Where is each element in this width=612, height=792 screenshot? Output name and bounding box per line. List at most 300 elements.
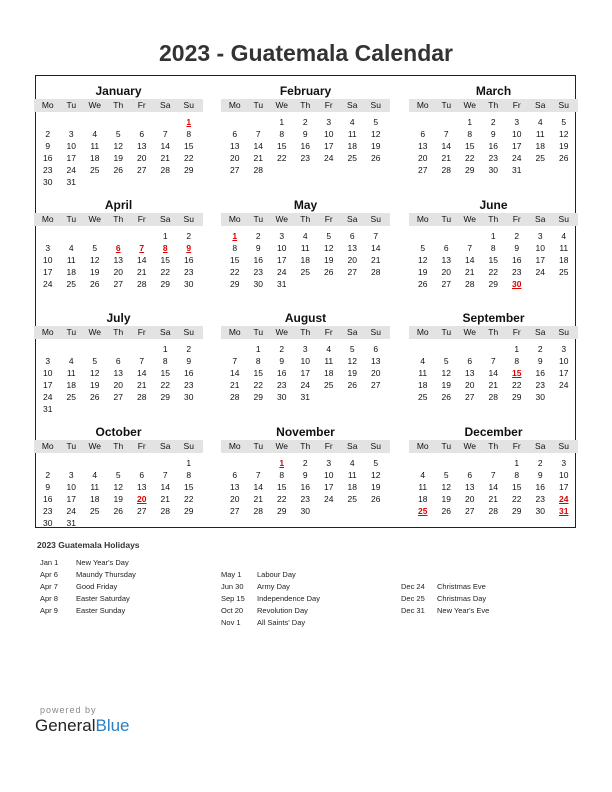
day: 14 — [371, 242, 381, 253]
weekday-label: Th — [113, 213, 124, 224]
day: 5 — [373, 117, 379, 127]
holiday-column — [40, 557, 136, 617]
holiday-day: 7 — [139, 242, 145, 253]
day: 13 — [441, 254, 451, 265]
day: 26 — [559, 153, 569, 163]
weekday-label: Mo — [41, 327, 54, 337]
day: 29 — [230, 278, 240, 289]
day: 16 — [43, 493, 53, 504]
day: 21 — [441, 153, 451, 163]
weekday-label: We — [463, 440, 477, 451]
day: 13 — [230, 141, 240, 151]
weekday-label: Fr — [137, 327, 146, 337]
day: 30 — [535, 505, 545, 516]
day: 4 — [326, 344, 332, 354]
weekday-label: We — [88, 440, 102, 451]
day: 17 — [66, 153, 76, 163]
day: 1 — [279, 117, 285, 127]
day: 13 — [465, 481, 475, 492]
day: 1 — [186, 457, 192, 468]
day: 29 — [277, 505, 287, 516]
day: 26 — [90, 278, 100, 289]
day: 16 — [184, 368, 194, 378]
day: 9 — [537, 469, 543, 480]
day: 13 — [418, 141, 428, 151]
holiday-date: May 1 — [221, 570, 242, 579]
day: 17 — [43, 266, 53, 277]
month-september — [411, 303, 576, 416]
holiday-name: New Year's Eve — [437, 606, 490, 615]
day: 1 — [162, 230, 168, 241]
day: 18 — [90, 153, 100, 163]
day: 20 — [230, 153, 240, 163]
weekday-label: Tu — [441, 327, 452, 337]
weekday-label: Fr — [324, 100, 333, 110]
day: 27 — [113, 392, 123, 402]
day: 2 — [186, 230, 192, 241]
day: 3 — [561, 344, 567, 354]
day: 10 — [66, 481, 76, 492]
day: 11 — [324, 356, 334, 366]
holidays-title: 2023 Guatemala Holidays — [37, 540, 140, 550]
day: 24 — [43, 278, 53, 289]
holiday-day: 8 — [162, 242, 168, 253]
month-october — [36, 417, 201, 530]
day: 17 — [559, 368, 569, 378]
day: 2 — [490, 117, 496, 127]
day: 5 — [326, 230, 332, 241]
day: 21 — [137, 380, 147, 390]
weekday-label: Su — [558, 327, 569, 337]
holiday-day: 30 — [512, 278, 522, 289]
day: 7 — [255, 469, 261, 480]
day: 3 — [326, 117, 332, 127]
weekday-label: Sa — [160, 327, 171, 337]
holiday-date: Oct 20 — [221, 606, 244, 615]
month-name: July — [106, 311, 131, 325]
day: 7 — [139, 356, 145, 366]
day: 19 — [113, 153, 123, 163]
weekday-label: Su — [183, 440, 194, 451]
day: 2 — [302, 117, 308, 127]
day: 4 — [420, 356, 426, 366]
day: 12 — [113, 141, 123, 151]
holiday-name: Labour Day — [257, 570, 296, 579]
weekday-label: We — [463, 327, 477, 337]
day: 10 — [324, 469, 334, 480]
day: 16 — [488, 141, 498, 151]
day: 10 — [43, 368, 53, 378]
day: 21 — [253, 153, 263, 163]
day: 27 — [230, 505, 240, 516]
day: 14 — [160, 481, 170, 492]
weekday-label: We — [275, 440, 289, 451]
day: 27 — [137, 505, 147, 516]
day: 28 — [488, 505, 498, 516]
day: 12 — [371, 129, 381, 139]
day: 1 — [467, 117, 473, 127]
month-april — [36, 190, 201, 303]
day: 17 — [277, 254, 287, 265]
day: 5 — [443, 469, 449, 480]
weekday-label: Sa — [347, 327, 358, 337]
holiday-date: Dec 24 — [401, 582, 425, 591]
day: 6 — [232, 129, 238, 139]
weekday-label: Mo — [228, 100, 241, 110]
day: 17 — [300, 368, 310, 378]
day: 6 — [115, 356, 121, 366]
weekday-label: We — [275, 327, 289, 337]
day: 6 — [420, 129, 426, 139]
day: 18 — [324, 368, 334, 378]
day: 2 — [302, 457, 308, 468]
weekday-label: Tu — [441, 440, 452, 451]
day: 20 — [441, 266, 451, 277]
weekday-label: Tu — [66, 440, 77, 451]
day: 19 — [371, 141, 381, 151]
day: 12 — [90, 368, 100, 378]
day: 22 — [184, 493, 194, 504]
day: 18 — [418, 380, 428, 390]
day: 30 — [184, 392, 194, 402]
day: 22 — [230, 266, 240, 277]
day: 16 — [253, 254, 263, 265]
day: 13 — [230, 481, 240, 492]
weekday-label: Tu — [66, 213, 77, 224]
day: 3 — [279, 230, 285, 241]
day: 18 — [347, 141, 357, 151]
day: 3 — [302, 344, 308, 354]
holiday-day: 25 — [418, 505, 428, 516]
day: 13 — [371, 356, 381, 366]
holiday-item — [40, 569, 136, 581]
day: 8 — [279, 469, 285, 480]
day: 17 — [66, 493, 76, 504]
day: 11 — [418, 481, 428, 492]
day: 5 — [561, 117, 567, 127]
generalblue-logo[interactable] — [35, 716, 130, 736]
day: 9 — [490, 129, 496, 139]
holiday-name: Army Day — [257, 582, 290, 591]
day: 9 — [279, 356, 285, 366]
weekday-label: Fr — [512, 327, 521, 337]
weekday-label: Th — [300, 440, 311, 451]
holiday-date: Dec 25 — [401, 594, 425, 603]
day: 25 — [300, 266, 310, 277]
day: 4 — [68, 356, 74, 366]
day: 12 — [371, 469, 381, 480]
day: 5 — [349, 344, 355, 354]
day: 21 — [230, 380, 240, 390]
month-name: May — [293, 197, 318, 212]
weekday-label: We — [275, 100, 289, 110]
day: 9 — [45, 141, 51, 151]
weekday-label: Sa — [347, 440, 358, 451]
day: 3 — [45, 356, 51, 366]
day: 25 — [347, 493, 357, 504]
day: 22 — [465, 153, 475, 163]
day: 22 — [488, 266, 498, 277]
day: 21 — [137, 266, 147, 277]
weekday-label: We — [463, 100, 477, 110]
day: 18 — [347, 481, 357, 492]
day: 11 — [90, 141, 100, 151]
holiday-item — [221, 593, 320, 605]
day: 16 — [535, 481, 545, 492]
day: 14 — [441, 141, 451, 151]
day: 4 — [92, 469, 98, 480]
month-march — [411, 76, 576, 189]
day: 16 — [512, 254, 522, 265]
day: 28 — [137, 392, 147, 402]
day: 23 — [253, 266, 263, 277]
day: 9 — [186, 356, 192, 366]
weekday-label: We — [463, 213, 477, 224]
day: 24 — [512, 153, 522, 163]
holiday-item — [401, 581, 489, 593]
day: 1 — [514, 344, 520, 354]
day: 14 — [137, 368, 147, 378]
day: 29 — [465, 165, 475, 175]
day: 20 — [371, 368, 381, 378]
month-name: January — [95, 84, 142, 98]
day: 3 — [68, 129, 74, 139]
day: 15 — [253, 368, 263, 378]
day: 27 — [230, 165, 240, 175]
holiday-day: 6 — [115, 242, 121, 253]
weekday-label: We — [88, 100, 102, 110]
day: 26 — [371, 153, 381, 163]
day: 2 — [186, 344, 192, 354]
day: 25 — [347, 153, 357, 163]
day: 17 — [324, 141, 334, 151]
day: 24 — [324, 153, 334, 163]
weekday-label: Su — [558, 213, 569, 224]
holiday-name: Independence Day — [257, 594, 320, 603]
day: 4 — [302, 230, 308, 241]
day: 26 — [113, 165, 123, 175]
weekday-label: Mo — [416, 213, 429, 224]
day: 26 — [113, 505, 123, 516]
day: 22 — [277, 153, 287, 163]
month-name: December — [464, 424, 523, 439]
day: 5 — [115, 129, 121, 139]
holiday-item — [221, 569, 320, 581]
month-name: September — [462, 311, 525, 325]
day: 19 — [90, 380, 100, 390]
month-july — [36, 303, 201, 416]
day: 20 — [137, 153, 147, 163]
month-august — [223, 303, 388, 416]
day: 19 — [347, 368, 357, 378]
holiday-item — [40, 581, 136, 593]
holiday-name: All Saints' Day — [257, 618, 306, 627]
day: 2 — [537, 344, 543, 354]
weekday-label: Tu — [253, 213, 264, 224]
day: 10 — [300, 356, 310, 366]
day: 12 — [559, 129, 569, 139]
weekday-label: Tu — [253, 327, 264, 337]
day: 10 — [277, 242, 287, 253]
holiday-name: Maundy Thursday — [76, 570, 136, 579]
day: 27 — [418, 165, 428, 175]
day: 19 — [559, 141, 569, 151]
day: 16 — [535, 368, 545, 378]
day: 10 — [324, 129, 334, 139]
weekday-label: Su — [558, 440, 569, 451]
day: 11 — [90, 481, 100, 492]
day: 14 — [465, 254, 475, 265]
holiday-item — [401, 593, 489, 605]
day: 29 — [160, 392, 170, 402]
day: 18 — [418, 493, 428, 504]
weekday-label: We — [275, 213, 289, 224]
day: 25 — [66, 278, 76, 289]
day: 30 — [43, 177, 53, 187]
holiday-date: Apr 9 — [40, 606, 58, 615]
day: 20 — [465, 380, 475, 390]
day: 27 — [347, 266, 357, 277]
weekday-label: Tu — [66, 327, 77, 337]
day: 21 — [160, 153, 170, 163]
day: 25 — [559, 266, 569, 277]
holiday-date: Jun 30 — [221, 582, 244, 591]
holiday-column — [401, 581, 489, 617]
day: 5 — [443, 356, 449, 366]
weekday-label: We — [88, 327, 102, 337]
day: 1 — [514, 457, 520, 468]
weekday-label: Fr — [137, 440, 146, 451]
day: 28 — [371, 266, 381, 277]
holiday-name: Easter Sunday — [76, 606, 126, 615]
day: 22 — [184, 153, 194, 163]
weekday-label: Su — [370, 100, 381, 110]
day: 13 — [113, 368, 123, 378]
day: 9 — [537, 356, 543, 366]
day: 4 — [68, 242, 74, 253]
day: 3 — [561, 457, 567, 468]
day: 27 — [137, 165, 147, 175]
holiday-name: New Year's Day — [76, 558, 129, 567]
holiday-date: Nov 1 — [221, 618, 241, 627]
day: 25 — [90, 505, 100, 516]
day: 9 — [514, 242, 520, 253]
day: 30 — [488, 165, 498, 175]
day: 18 — [300, 254, 310, 265]
weekday-label: Fr — [137, 100, 146, 110]
day: 24 — [535, 266, 545, 277]
day: 5 — [373, 457, 379, 468]
day: 17 — [324, 481, 334, 492]
page-title: 2023 - Guatemala Calendar — [158, 40, 454, 66]
day: 23 — [300, 153, 310, 163]
day: 2 — [514, 230, 520, 241]
day: 9 — [255, 242, 261, 253]
weekday-label: Tu — [441, 100, 452, 110]
weekday-label: Tu — [441, 213, 452, 224]
day: 20 — [113, 266, 123, 277]
day: 21 — [488, 493, 498, 504]
day: 30 — [300, 505, 310, 516]
weekday-label: Sa — [160, 100, 171, 110]
day: 23 — [277, 380, 287, 390]
day: 7 — [232, 356, 238, 366]
day: 22 — [512, 380, 522, 390]
month-name: November — [276, 424, 335, 439]
day: 29 — [160, 278, 170, 289]
powered-by-text: powered by — [40, 705, 97, 715]
day: 28 — [160, 505, 170, 516]
day: 19 — [324, 254, 334, 265]
day: 2 — [255, 230, 261, 241]
day: 22 — [160, 266, 170, 277]
day: 28 — [253, 165, 263, 175]
day: 30 — [277, 392, 287, 402]
holiday-day: 1 — [279, 457, 285, 468]
day: 14 — [253, 481, 263, 492]
weekday-label: Th — [300, 100, 311, 110]
day: 4 — [349, 117, 355, 127]
day: 12 — [324, 242, 334, 253]
month-name: October — [95, 424, 142, 439]
day: 10 — [66, 141, 76, 151]
weekday-label: Su — [183, 100, 194, 110]
weekday-label: Th — [300, 327, 311, 337]
holiday-name: Christmas Eve — [437, 582, 486, 591]
weekday-label: Th — [488, 440, 499, 451]
day: 15 — [512, 481, 522, 492]
day: 3 — [68, 469, 74, 480]
logo-blue: Blue — [95, 716, 130, 735]
day: 28 — [253, 505, 263, 516]
day: 25 — [418, 392, 428, 402]
weekday-label: Sa — [347, 100, 358, 110]
day: 4 — [349, 457, 355, 468]
holiday-item — [40, 605, 136, 617]
day: 2 — [537, 457, 543, 468]
day: 11 — [66, 254, 76, 265]
day: 16 — [300, 141, 310, 151]
day: 20 — [418, 153, 428, 163]
day: 7 — [255, 129, 261, 139]
day: 14 — [253, 141, 263, 151]
day: 8 — [162, 356, 168, 366]
day: 21 — [253, 493, 263, 504]
day: 21 — [488, 380, 498, 390]
weekday-label: Sa — [347, 213, 358, 224]
day: 12 — [418, 254, 428, 265]
weekday-label: Th — [488, 213, 499, 224]
day: 27 — [371, 380, 381, 390]
day: 18 — [535, 141, 545, 151]
day: 27 — [441, 278, 451, 289]
holiday-name: Christmas Day — [437, 594, 487, 603]
day: 11 — [418, 368, 428, 378]
day: 2 — [45, 469, 51, 480]
day: 6 — [467, 469, 473, 480]
day: 24 — [277, 266, 287, 277]
day: 24 — [300, 380, 310, 390]
weekday-label: Mo — [416, 100, 429, 110]
day: 4 — [420, 469, 426, 480]
day: 6 — [349, 230, 355, 241]
logo-general: General — [35, 716, 96, 735]
holiday-date: Apr 6 — [40, 570, 58, 579]
day: 23 — [535, 380, 545, 390]
holiday-name: Revolution Day — [257, 606, 308, 615]
day: 10 — [512, 129, 522, 139]
day: 6 — [373, 344, 379, 354]
